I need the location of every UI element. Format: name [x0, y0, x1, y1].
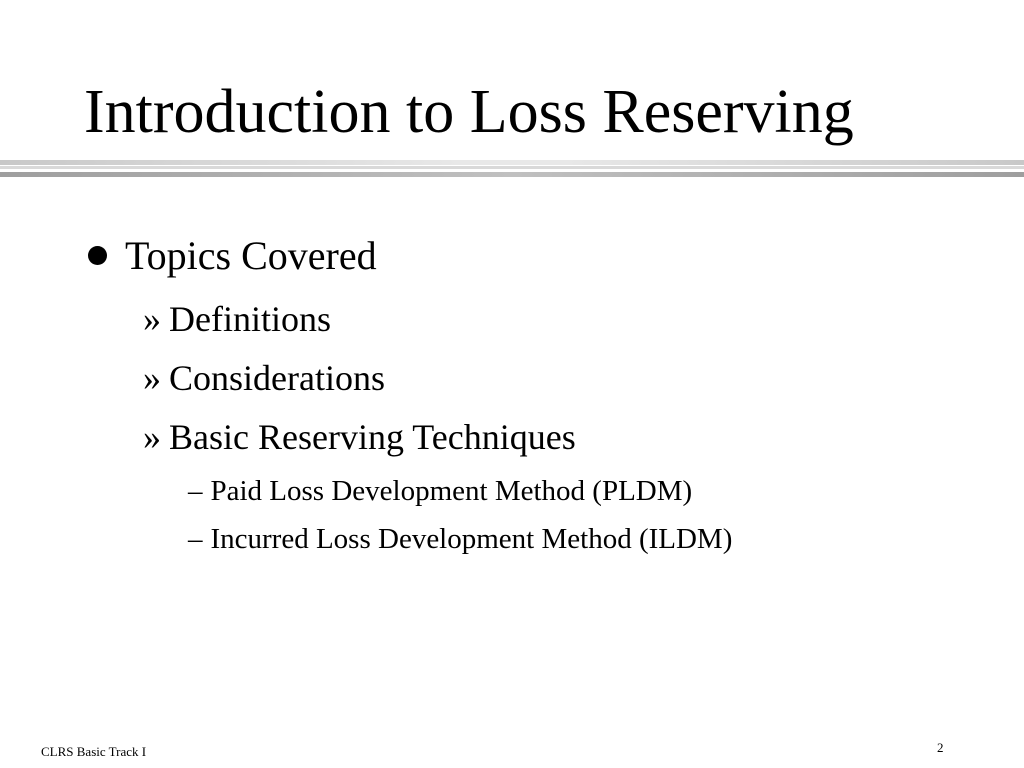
sub-bullet-considerations	[143, 355, 385, 401]
sub-sub-bullet-text: Paid Loss Development Method (PLDM)	[210, 475, 693, 507]
chevron-bullet-marker: »	[143, 417, 161, 457]
slide-title: Introduction to Loss Reserving	[84, 78, 854, 146]
sub-bullet-text: Basic Reserving Techniques	[169, 417, 576, 457]
page-number: 2	[937, 740, 944, 755]
sub-bullet-basic-reserving-techniques	[143, 414, 576, 460]
chevron-bullet-marker: »	[143, 358, 161, 398]
sub-sub-bullet-text: Incurred Loss Development Method (ILDM)	[210, 523, 733, 555]
sub-bullet-text: Definitions	[169, 299, 331, 339]
dash-bullet-marker: –	[188, 523, 203, 555]
sub-sub-bullet-pldm	[188, 472, 692, 510]
sub-bullet-text: Considerations	[169, 358, 385, 398]
sub-bullet-definitions	[143, 296, 331, 342]
bullet-topics-covered	[88, 230, 377, 282]
dash-bullet-marker: –	[188, 475, 203, 507]
filled-circle-bullet-icon	[88, 246, 107, 265]
bullet-text: Topics Covered	[125, 233, 377, 278]
sub-sub-bullet-ildm	[188, 520, 732, 558]
chevron-bullet-marker: »	[143, 299, 161, 339]
footer-course-name: CLRS Basic Track I	[41, 744, 147, 759]
